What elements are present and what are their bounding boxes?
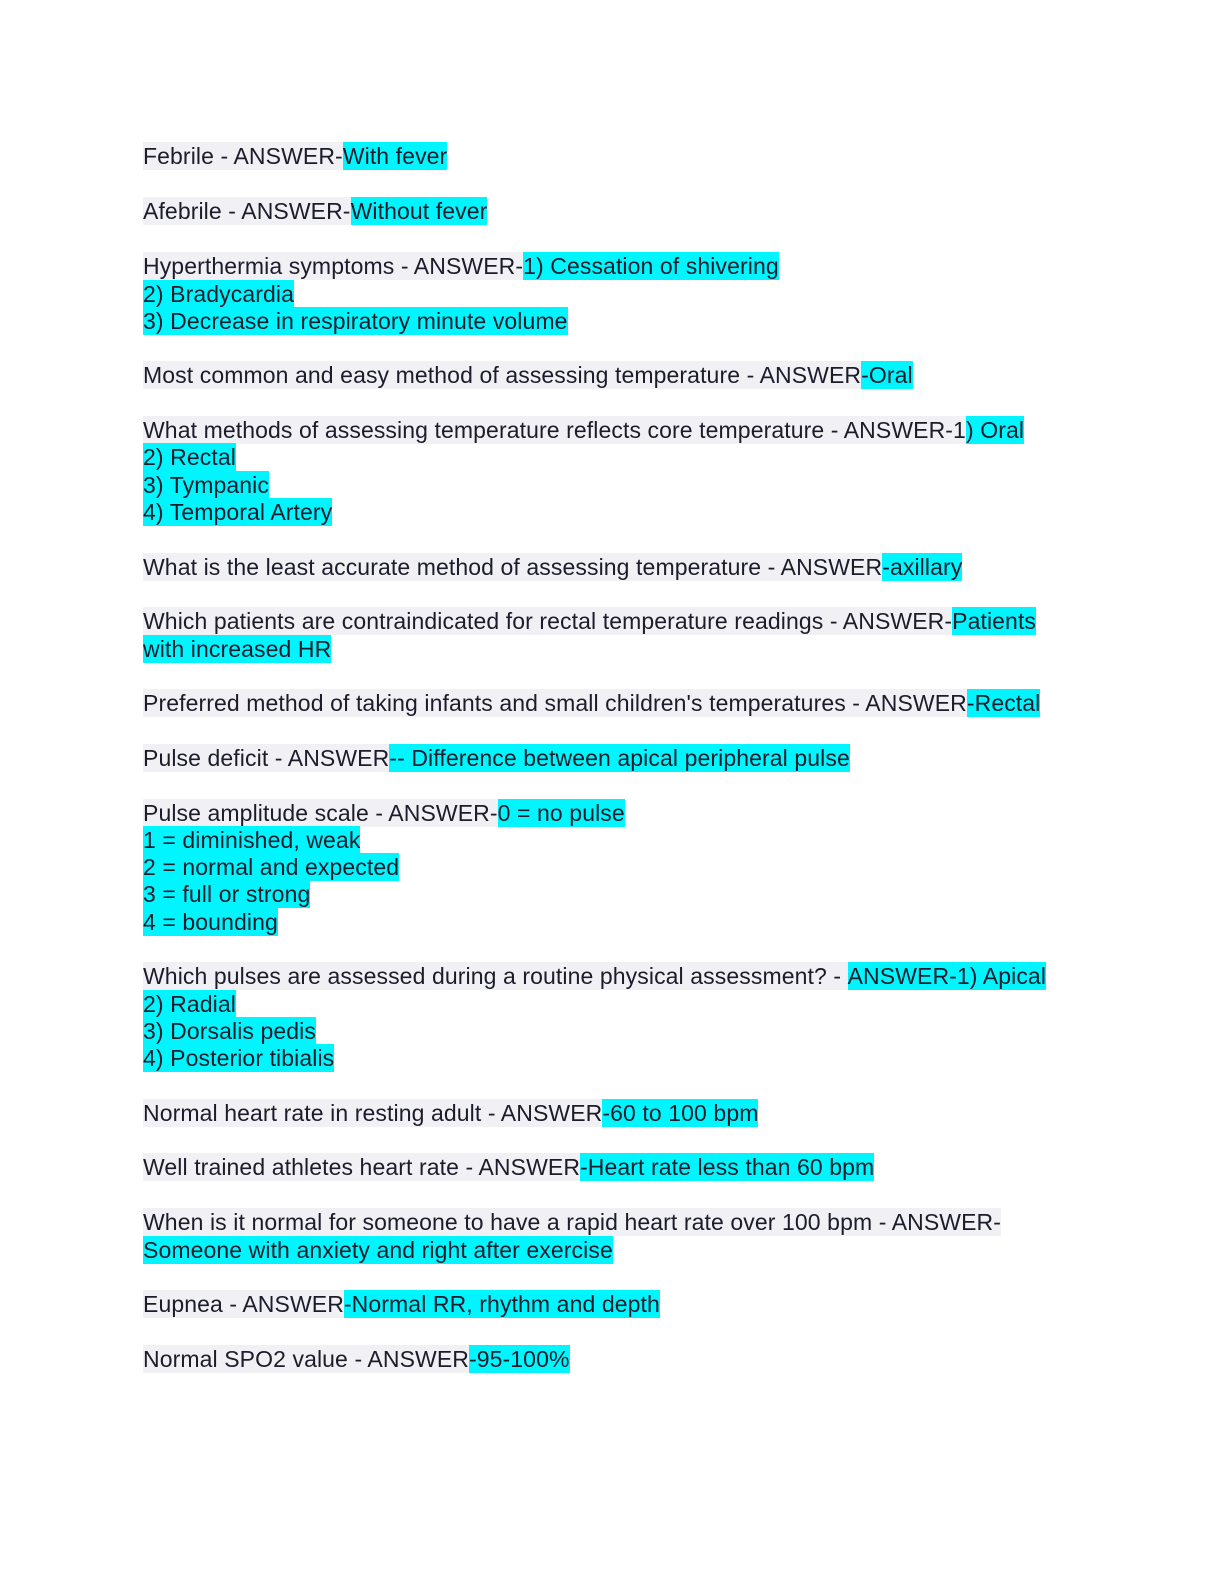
flashcard-core-temperature — [143, 416, 1024, 444]
answer-text: 1 = diminished, weak — [143, 827, 361, 853]
answer-line — [143, 1044, 334, 1072]
flashcard-least-accurate — [143, 553, 962, 581]
flashcard-pulse-deficit — [143, 744, 850, 772]
answer-text: -95-100% — [468, 1346, 570, 1372]
answer-text: Someone with anxiety and right after exercise — [143, 1237, 613, 1263]
answer-text: Without fever — [350, 198, 488, 224]
answer-text: -axillary — [882, 554, 963, 580]
question-text: When is it normal for someone to have a rapid heart rate over 100 bpm - ANSWER- — [143, 1209, 1002, 1235]
answer-text: -60 to 100 bpm — [602, 1100, 759, 1126]
answer-line — [143, 826, 360, 854]
question-text: Well trained athletes heart rate - ANSWER — [143, 1154, 581, 1180]
answer-text: -Normal RR, rhythm and depth — [343, 1291, 660, 1317]
answer-text: 3) Tympanic — [143, 472, 269, 498]
question-text: Preferred method of taking infants and small children's temperatures - ANSWER — [143, 690, 967, 716]
flashcard-normal-heart-rate — [143, 1099, 758, 1127]
flashcard-hyperthermia — [143, 252, 779, 280]
answer-text: 3) Decrease in respiratory minute volume — [143, 308, 568, 334]
question-text: Which patients are contraindicated for rectal temperature readings - ANSWER- — [143, 608, 953, 634]
flashcard-common-method — [143, 361, 913, 389]
answer-line — [143, 443, 236, 471]
question-text: What methods of assessing temperature reflects core temperature - ANSWER-1 — [143, 417, 966, 443]
answer-text: 2) Bradycardia — [143, 281, 294, 307]
answer-text: 2 = normal and expected — [143, 854, 400, 880]
answer-line — [143, 908, 278, 936]
answer-text: 1) Cessation of shivering — [523, 253, 779, 279]
question-text: Pulse deficit - ANSWER — [143, 745, 390, 771]
flashcard-routine-pulses — [143, 962, 1046, 990]
flashcard-rapid-heart-rate — [143, 1208, 1001, 1236]
answer-text: 4 = bounding — [143, 909, 278, 935]
question-text: Pulse amplitude scale - ANSWER- — [143, 800, 498, 826]
flashcard-pulse-amplitude — [143, 799, 625, 827]
flashcard-spo2 — [143, 1345, 570, 1373]
answer-text: -- Difference between apical peripheral pulse — [389, 745, 850, 771]
flashcard-afebrile — [143, 197, 487, 225]
flashcard-febrile — [143, 142, 447, 170]
question-text: Febrile - ANSWER- — [143, 143, 343, 169]
flashcard-athlete-heart-rate — [143, 1153, 874, 1181]
answer-line — [143, 307, 568, 335]
flashcard-eupnea — [143, 1290, 660, 1318]
answer-line — [143, 635, 331, 663]
answer-text: 2) Rectal — [143, 444, 236, 470]
answer-line — [143, 880, 310, 908]
answer-line — [143, 280, 294, 308]
question-text: What is the least accurate method of assessing temperature - ANSWER — [143, 554, 883, 580]
answer-text: 3 = full or strong — [143, 881, 311, 907]
question-text: Normal SPO2 value - ANSWER — [143, 1346, 469, 1372]
question-text: Eupnea - ANSWER — [143, 1291, 344, 1317]
answer-text: 4) Temporal Artery — [143, 499, 333, 525]
answer-text: with increased HR — [143, 636, 332, 662]
answer-line — [143, 471, 269, 499]
answer-text: 0 = no pulse — [497, 800, 625, 826]
answer-line — [143, 990, 236, 1018]
answer-line — [143, 1017, 316, 1045]
answer-text: 3) Dorsalis pedis — [143, 1018, 316, 1044]
question-text: Afebrile - ANSWER- — [143, 198, 351, 224]
answer-text: 4) Posterior tibialis — [143, 1045, 335, 1071]
answer-text: With fever — [342, 143, 448, 169]
question-text: Hyperthermia symptoms - ANSWER- — [143, 253, 524, 279]
answer-line — [143, 853, 399, 881]
answer-text: -Heart rate less than 60 bpm — [580, 1154, 875, 1180]
question-text: Most common and easy method of assessing temperature - ANSWER — [143, 362, 862, 388]
answer-text: ANSWER-1) Apical — [847, 963, 1047, 989]
flashcard-rectal-contraindicated — [143, 607, 1036, 635]
answer-text: ) Oral — [965, 417, 1025, 443]
answer-text: Patients — [952, 608, 1037, 634]
question-text: Normal heart rate in resting adult - ANSWER — [143, 1100, 603, 1126]
answer-text: 2) Radial — [143, 991, 236, 1017]
question-text: Which pulses are assessed during a routine physical assessment? - — [143, 963, 848, 989]
answer-line — [143, 498, 332, 526]
flashcard-infant-method — [143, 689, 1040, 717]
answer-text: -Rectal — [966, 690, 1041, 716]
answer-line — [143, 1236, 613, 1264]
answer-text: -Oral — [861, 362, 913, 388]
